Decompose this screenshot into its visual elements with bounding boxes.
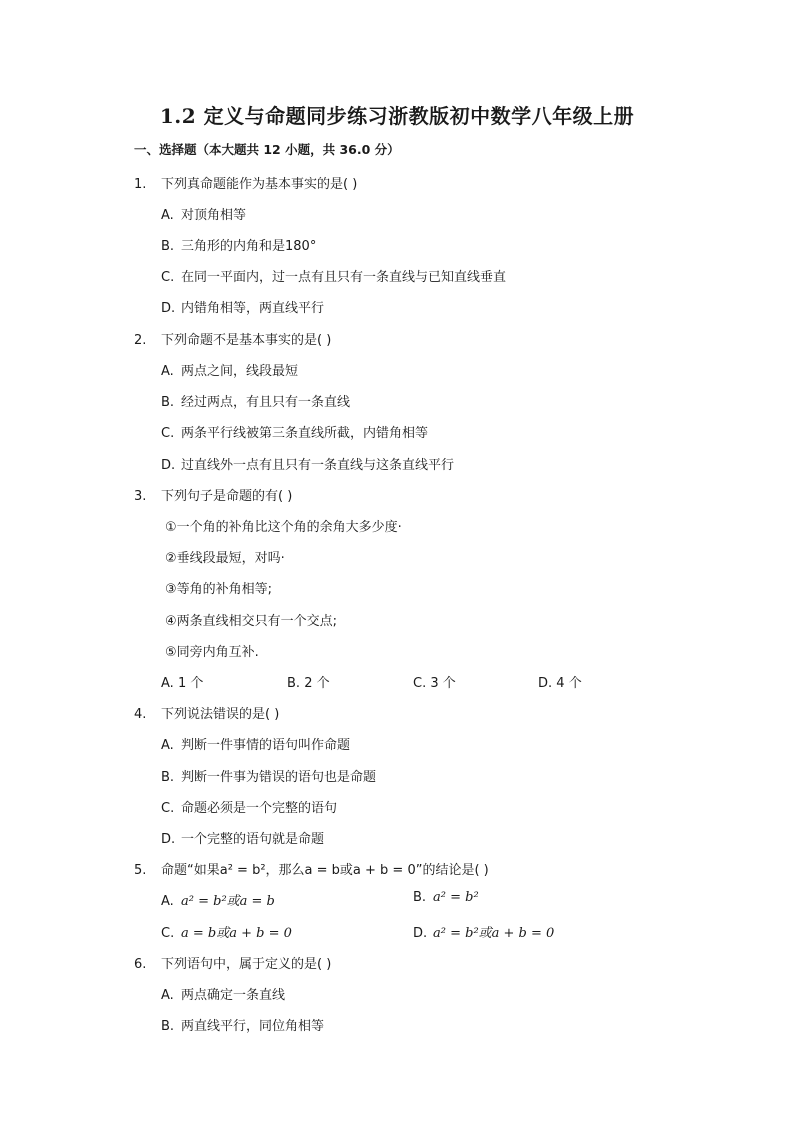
question-6 <box>134 953 331 972</box>
q2-option-b <box>161 391 350 410</box>
q5-option-d <box>413 922 554 941</box>
question-number: 3. <box>134 489 147 504</box>
option-letter: D. <box>413 926 428 941</box>
option-text: 经过两点，有且只有一条直线 <box>181 395 351 410</box>
q6-option-a <box>161 984 285 1003</box>
option-letter: B. <box>287 676 301 691</box>
option-letter: C. <box>161 926 175 941</box>
question-stem: 下列命题不是基本事实的是( ) <box>161 333 332 348</box>
question-1 <box>134 173 357 192</box>
option-text: 两点确定一条直线 <box>181 988 286 1003</box>
question-5 <box>134 859 489 878</box>
question-4 <box>134 703 279 722</box>
q3-option-d <box>538 672 582 691</box>
option-letter: A. <box>161 676 174 691</box>
option-letter: A. <box>161 208 174 223</box>
question-stem: 下列句子是命题的有( ) <box>161 489 293 504</box>
question-2 <box>134 329 331 348</box>
q5-option-b <box>413 890 479 905</box>
q1-option-b <box>161 235 316 254</box>
option-text: a² = b² <box>433 890 479 905</box>
option-letter: A. <box>161 894 174 909</box>
question-number: 2. <box>134 333 147 348</box>
q4-option-b <box>161 766 376 785</box>
option-text: 过直线外一点有且只有一条直线与这条直线平行 <box>181 458 455 473</box>
option-letter: A. <box>161 738 174 753</box>
q3-option-a <box>161 672 203 691</box>
question-stem: 下列真命题能作为基本事实的是( ) <box>161 177 358 192</box>
option-letter: B. <box>413 890 427 905</box>
option-text: a² = b²或a = b <box>181 894 275 909</box>
q3-statement-1: ①一个角的补角比这个角的余角大多少度· <box>165 520 402 535</box>
option-text: 一个完整的语句就是命题 <box>181 832 325 847</box>
option-text: 3 个 <box>430 676 456 691</box>
q2-option-a <box>161 360 298 379</box>
question-stem: 下列语句中，属于定义的是( ) <box>161 957 332 972</box>
q1-option-c <box>161 266 506 285</box>
option-letter: A. <box>161 988 174 1003</box>
option-text: 命题必须是一个完整的语句 <box>181 801 338 816</box>
option-letter: D. <box>161 301 176 316</box>
option-letter: D. <box>538 676 553 691</box>
option-text: a² = b²或a + b = 0 <box>433 926 555 941</box>
option-text: 两直线平行，同位角相等 <box>181 1019 325 1034</box>
question-number: 5. <box>134 863 147 878</box>
option-text: 三角形的内角和是180° <box>181 239 317 254</box>
q3-statement-4: ④两条直线相交只有一个交点; <box>165 614 338 629</box>
option-letter: B. <box>161 1019 175 1034</box>
option-letter: C. <box>161 426 175 441</box>
option-text: 两条平行线被第三条直线所截，内错角相等 <box>181 426 429 441</box>
option-text: 在同一平面内，过一点有且只有一条直线与已知直线垂直 <box>181 270 507 285</box>
q4-option-c <box>161 797 337 816</box>
option-letter: D. <box>161 832 176 847</box>
option-text: a = b或a + b = 0 <box>181 926 292 941</box>
option-letter: B. <box>161 395 175 410</box>
option-letter: C. <box>161 270 175 285</box>
q1-option-a <box>161 204 246 223</box>
option-text: 内错角相等，两直线平行 <box>181 301 325 316</box>
option-letter: C. <box>413 676 427 691</box>
question-3 <box>134 485 292 504</box>
option-letter: A. <box>161 364 174 379</box>
option-text: 判断一件事为错误的语句也是命题 <box>181 770 377 785</box>
q1-option-d <box>161 297 324 316</box>
option-text: 两点之间，线段最短 <box>181 364 299 379</box>
option-text: 4 个 <box>556 676 582 691</box>
q3-statement-3: ③等角的补角相等; <box>165 582 273 597</box>
section-heading: 一、选择题（本大题共 12 小题，共 36.0 分） <box>134 142 400 157</box>
option-text: 1 个 <box>177 676 204 691</box>
q4-option-a <box>161 734 350 753</box>
q6-option-b <box>161 1015 324 1034</box>
option-letter: C. <box>161 801 175 816</box>
option-text: 对顶角相等 <box>181 208 247 223</box>
page-title: 1.2 定义与命题同步练习浙教版初中数学八年级上册 <box>159 104 635 128</box>
q2-option-d <box>161 454 454 473</box>
q3-statement-2: ②垂线段最短，对吗· <box>165 551 285 566</box>
q3-option-c <box>413 672 456 691</box>
question-number: 1. <box>134 177 147 192</box>
option-letter: B. <box>161 770 175 785</box>
q5-option-a <box>161 890 275 909</box>
question-number: 4. <box>134 707 147 722</box>
q3-option-b <box>287 672 330 691</box>
q2-option-c <box>161 422 428 441</box>
question-number: 6. <box>134 957 147 972</box>
q3-statement-5: ⑤同旁内角互补. <box>165 645 259 660</box>
q4-option-d <box>161 828 324 847</box>
option-letter: B. <box>161 239 175 254</box>
question-stem: 下列说法错误的是( ) <box>161 707 280 722</box>
option-text: 判断一件事情的语句叫作命题 <box>181 738 351 753</box>
option-letter: D. <box>161 458 176 473</box>
option-text: 2 个 <box>304 676 330 691</box>
question-stem: 命题“如果a² = b²，那么a = b或a + b = 0”的结论是( ) <box>161 863 489 878</box>
q5-option-c <box>161 922 292 941</box>
